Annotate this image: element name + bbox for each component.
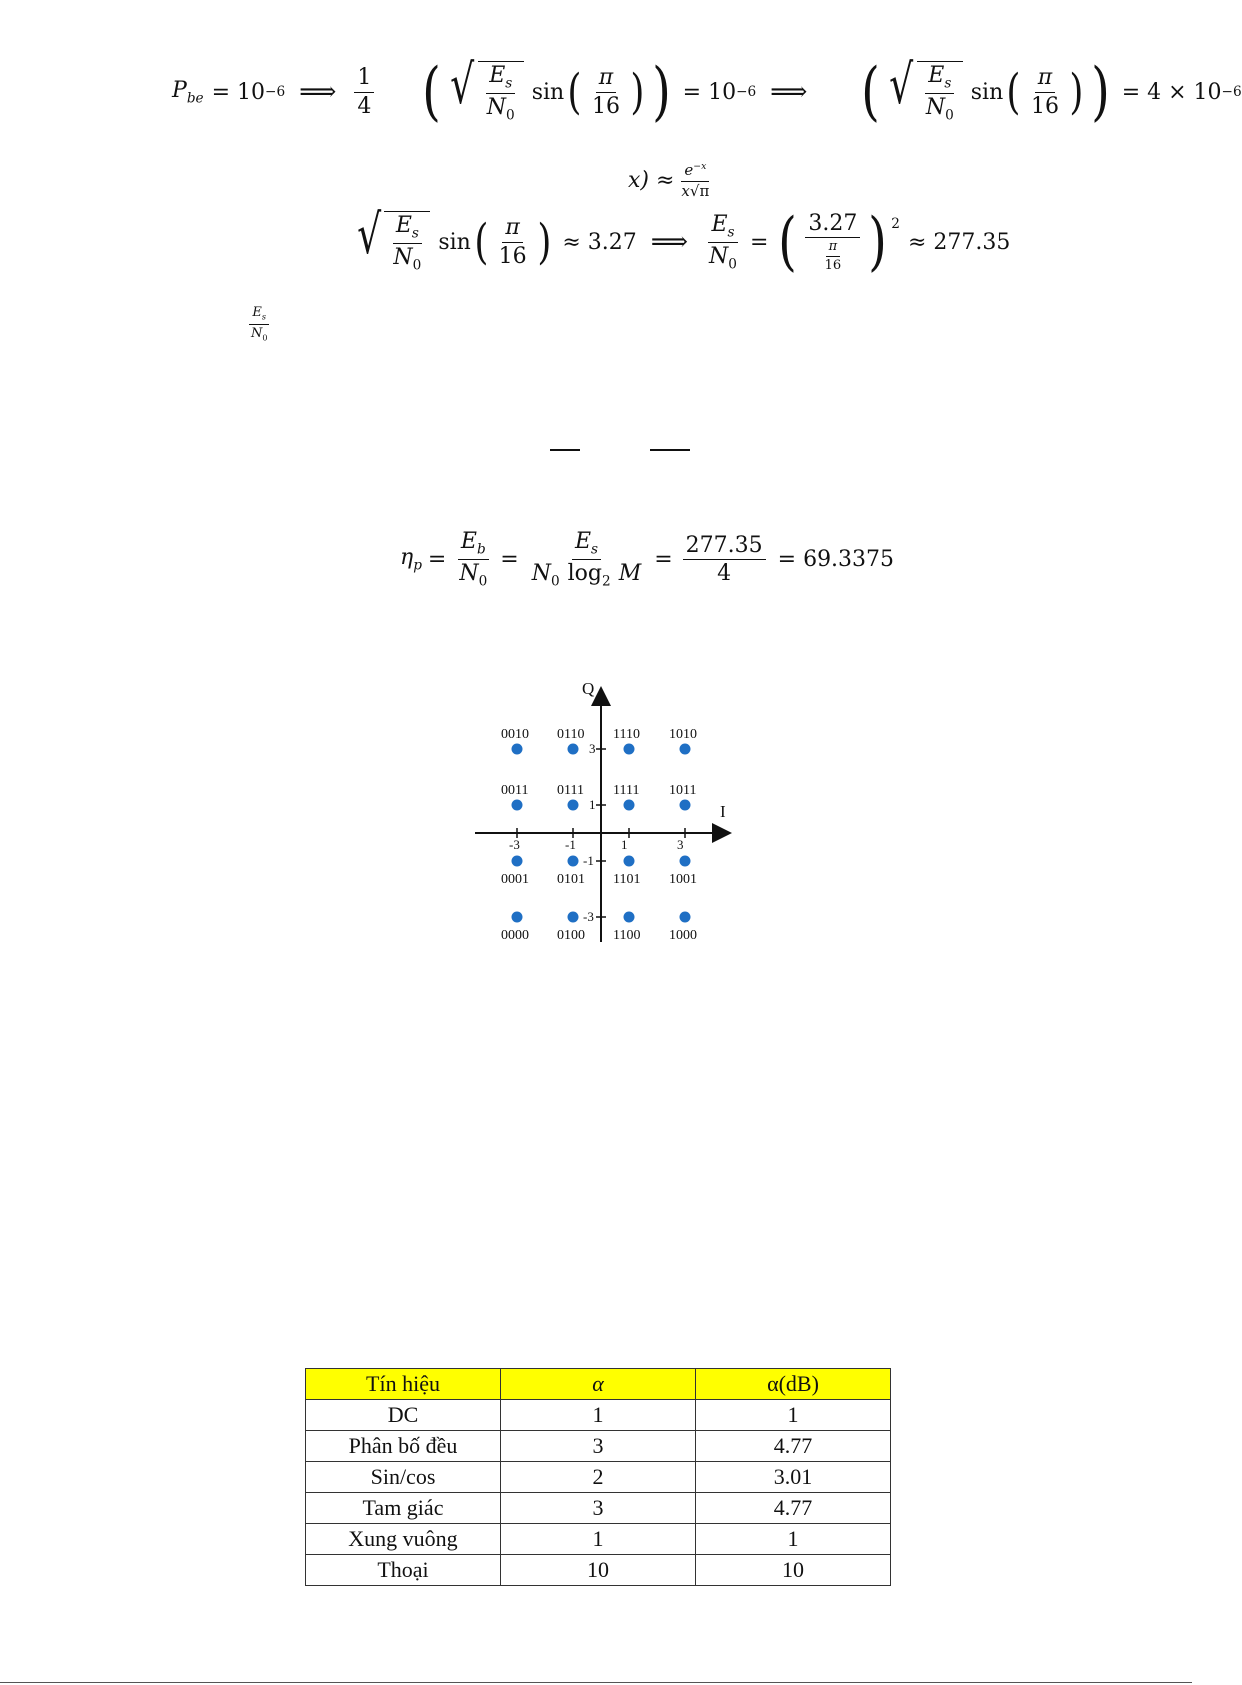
n0-sub-3: 0: [412, 257, 422, 274]
rhs1-exp: −6: [736, 84, 757, 100]
constellation-point: [624, 856, 635, 867]
cell-signal: Sin/cos: [306, 1462, 501, 1493]
constellation-16qam: [470, 680, 750, 950]
pi-4: π: [828, 238, 838, 254]
constellation-point-label: 0011: [501, 783, 529, 798]
i-tick-label: 3: [677, 837, 684, 852]
signal-alpha-table: [305, 1368, 891, 1586]
n0-4: N: [709, 243, 729, 269]
constellation-point: [680, 912, 691, 923]
n0-sub-4: 0: [728, 255, 737, 272]
constellation-point-label: 1010: [669, 727, 697, 742]
i-tick-label: -1: [565, 837, 576, 852]
eta-eq-1: =: [427, 546, 447, 572]
fraction-one-quarter: [354, 66, 374, 117]
constellation-point: [512, 800, 523, 811]
n0-sub-5: 0: [478, 573, 488, 590]
constellation-point-label: 1101: [613, 872, 641, 887]
s-small: s: [261, 312, 267, 322]
n0-6: N: [531, 560, 551, 586]
constellation-point-label: 0100: [557, 928, 585, 943]
cell-alpha-db: 4.77: [696, 1493, 891, 1524]
constellation-point: [680, 800, 691, 811]
header-signal: Tín hiệu: [306, 1369, 501, 1400]
paren-close-2: ): [1090, 55, 1110, 129]
constellation-point-label: 0110: [557, 727, 585, 742]
eb: E: [460, 529, 477, 554]
es-2: E: [928, 63, 945, 89]
n0-1: N: [486, 95, 507, 120]
cell-alpha: 3: [501, 1431, 696, 1462]
cell-signal: Xung vuông: [306, 1524, 501, 1555]
constellation-point: [680, 744, 691, 755]
constellation-point: [624, 800, 635, 811]
i-axis-label: I: [720, 802, 726, 821]
sixteen-3: 16: [498, 243, 527, 269]
constellation-point: [568, 744, 579, 755]
square-exp: 2: [891, 216, 900, 232]
cell-signal: DC: [306, 1400, 501, 1431]
q-tick-label: 1: [589, 797, 596, 812]
constellation-point: [512, 856, 523, 867]
constellation-point-label: 0111: [557, 783, 584, 798]
paren-close-4: ): [868, 205, 888, 279]
rhs1: = 10: [682, 79, 737, 105]
constellation-point: [568, 800, 579, 811]
result-69-3375: = 69.3375: [777, 546, 895, 572]
eb-sub: b: [476, 541, 486, 558]
n0-sub-1: 0: [506, 107, 515, 124]
num-3-27: 3.27: [805, 212, 860, 238]
page-bottom-rule: [0, 1682, 1192, 1683]
es-sub-5: s: [591, 541, 598, 558]
i-tick-label: 1: [621, 837, 628, 852]
table-header-row: [306, 1369, 891, 1400]
cell-alpha-db: 1: [696, 1400, 891, 1431]
constellation-point: [512, 912, 523, 923]
sixteen-1: 16: [591, 93, 620, 119]
table-row: [306, 1555, 891, 1586]
num-277-35: 277.35: [683, 534, 766, 560]
cell-alpha: 2: [501, 1462, 696, 1493]
m-symbol: M: [618, 560, 642, 586]
es-sub-2: s: [944, 75, 952, 92]
sqrt-es-n0-1: √ $\frac{E_s}{N_0}$: [445, 61, 523, 122]
cell-signal: Tam giác: [306, 1493, 501, 1524]
den-x: x: [681, 181, 690, 200]
rhs2: = 4 × 10: [1121, 79, 1222, 105]
es-sub-1: s: [505, 75, 513, 92]
constellation-point-label: 1111: [613, 783, 640, 798]
n0-5: N: [459, 560, 479, 586]
constellation-point: [512, 744, 523, 755]
paren-open-1: (: [422, 55, 442, 129]
cell-alpha-db: 4.77: [696, 1431, 891, 1462]
pi-1: π: [598, 65, 614, 91]
implies-1: ⟹: [299, 77, 337, 107]
paren-open-2b: (: [1006, 64, 1021, 120]
constellation-point: [680, 856, 691, 867]
rhs2-exp: −6: [1221, 84, 1242, 100]
result-277-35: ≈ 277.35: [907, 229, 1011, 255]
pi-3: π: [505, 215, 520, 241]
table-row: [306, 1493, 891, 1524]
es-5: E: [574, 529, 591, 554]
log: log: [567, 560, 603, 586]
pbe-symbol: P: [172, 77, 187, 103]
header-alpha: α: [501, 1369, 696, 1400]
sixteen-4: 16: [824, 257, 842, 273]
constellation-point: [568, 912, 579, 923]
constellation-point-label: 0101: [557, 872, 585, 887]
n0-sub-6: 0: [550, 573, 560, 590]
fraction-bar-fragment-1: [550, 449, 580, 451]
es-4: E: [711, 211, 728, 237]
constellation-point-label: 0010: [501, 727, 529, 742]
constellation-point-label: 0001: [501, 872, 529, 887]
sixteen-2: 16: [1031, 93, 1059, 119]
constellation-point: [624, 744, 635, 755]
quarter-den: 4: [357, 93, 372, 119]
constellation-point-label: 1000: [669, 928, 697, 943]
pi-2: π: [1037, 65, 1053, 91]
implies-3: ⟹: [650, 227, 689, 257]
eta-eq-3: =: [654, 546, 673, 572]
sin-3: sin: [438, 229, 471, 255]
q-axis-label: Q: [582, 679, 595, 698]
fraction-es-n0-small: [244, 306, 275, 343]
e-small: E: [252, 305, 262, 320]
paren-close-2b: ): [1069, 64, 1084, 120]
es-3: E: [395, 213, 412, 239]
cell-alpha-db: 10: [696, 1555, 891, 1586]
es-sub-4: s: [727, 224, 735, 241]
n0-2: N: [925, 95, 946, 120]
cell-alpha-db: 1: [696, 1524, 891, 1555]
eta-eq-2: =: [500, 546, 519, 572]
paren-close-3: ): [536, 214, 551, 270]
zero-small: 0: [262, 333, 268, 343]
implies-2: ⟹: [770, 77, 808, 107]
constellation-point-label: 1100: [613, 928, 641, 943]
cell-alpha-db: 3.01: [696, 1462, 891, 1493]
equation-es-n0: [352, 203, 1011, 279]
eq-3: =: [749, 229, 769, 255]
paren-open-2: (: [861, 55, 881, 129]
equation-pbe: [172, 53, 1242, 129]
es-1: E: [489, 63, 506, 89]
fraction-bar-fragment-2: [650, 449, 690, 451]
n-small: N: [251, 326, 263, 342]
i-tick-label: -3: [509, 837, 520, 852]
sqrt-es-n0-2: √ $\frac{E_s}{N_0}$: [884, 61, 962, 122]
q-tick-label: -3: [583, 909, 594, 924]
constellation-point-label: 1011: [669, 783, 697, 798]
table-row: [306, 1431, 891, 1462]
e-symbol: e: [684, 161, 694, 179]
paren-open-4: (: [778, 205, 798, 279]
cell-alpha: 3: [501, 1493, 696, 1524]
n0-3: N: [393, 245, 413, 270]
approx-3-27: ≈ 3.27: [562, 229, 637, 255]
den-4: 4: [717, 560, 732, 586]
pbe-eq: = 10: [211, 79, 266, 105]
equation-eta-p: [400, 530, 894, 588]
q-tick-label: -1: [583, 853, 594, 868]
header-alpha-db: α(dB): [696, 1369, 891, 1400]
constellation-point-label: 1001: [669, 872, 697, 887]
cell-alpha: 1: [501, 1400, 696, 1431]
pbe-exp: −6: [265, 84, 286, 100]
paren-open-3: (: [474, 214, 489, 270]
log-sub: 2: [602, 573, 611, 590]
e-exp: −x: [693, 161, 707, 172]
cell-alpha: 1: [501, 1524, 696, 1555]
den-sqrt-pi: √π: [689, 181, 710, 200]
constellation-point-label: 0000: [501, 928, 529, 943]
quarter-num: 1: [354, 66, 374, 92]
x-approx: x) ≈: [628, 168, 675, 194]
constellation-point: [624, 912, 635, 923]
pbe-sub: be: [186, 90, 204, 107]
cell-alpha: 10: [501, 1555, 696, 1586]
table-row: [306, 1524, 891, 1555]
sqrt-es-n0-3: √ $\frac{E_s}{N_0}$: [352, 211, 430, 272]
q-tick-label: 3: [589, 741, 596, 756]
cell-signal: Thoại: [306, 1555, 501, 1586]
es-sub-3: s: [411, 225, 419, 242]
n0-sub-2: 0: [945, 107, 954, 124]
equation-q-approx: [628, 162, 716, 200]
constellation-point: [568, 856, 579, 867]
sin-2: sin: [970, 79, 1004, 105]
paren-open-1b: (: [567, 64, 582, 120]
sin-1: sin: [531, 79, 565, 105]
eta-symbol: η: [400, 545, 414, 570]
fraction-exp: [678, 162, 712, 200]
paren-close-1b: ): [630, 64, 645, 120]
constellation-point-label: 1110: [613, 727, 640, 742]
cell-signal: Phân bố đều: [306, 1431, 501, 1462]
table-row: [306, 1400, 891, 1431]
eta-sub: p: [413, 557, 422, 574]
table-row: [306, 1462, 891, 1493]
paren-close-1: ): [651, 55, 671, 129]
